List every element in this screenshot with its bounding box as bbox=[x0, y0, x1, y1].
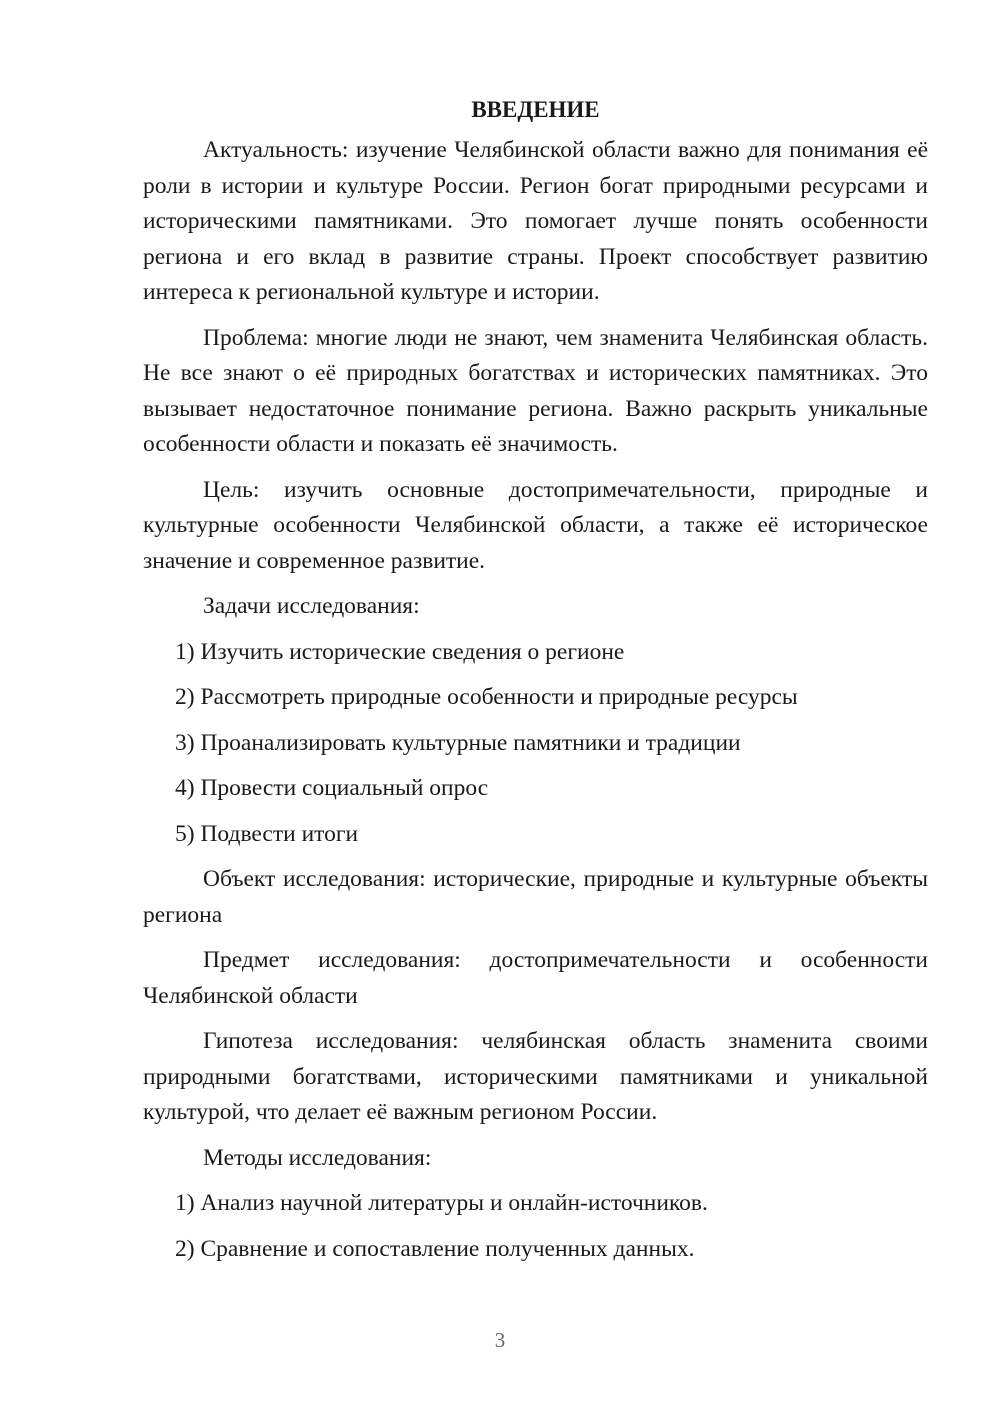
task-item: 5) Подвести итоги bbox=[175, 820, 359, 847]
method-item: 2) Сравнение и сопоставление полученных данных. bbox=[175, 1235, 695, 1262]
page-content bbox=[143, 92, 928, 1277]
problem-paragraph: Проблема: многие люди не знают, чем знаменита Челябинская область. Не все знают о её природных богатствах и исторических памятниках. Это вызывает недостаточное понимание региона. Важно раскрыть уникальные особенности области и показать её значимость. bbox=[143, 324, 928, 457]
subject-paragraph: Предмет исследования: достопримечательности и особенности Челябинской области bbox=[143, 947, 928, 1009]
hypothesis-paragraph: Гипотеза исследования: челябинская область знаменита своими природными богатствами, историческими памятниками и уникальной культурой, что делает её важным регионом России. bbox=[143, 1028, 928, 1125]
method-item: 1) Анализ научной литературы и онлайн-источников. bbox=[175, 1190, 708, 1216]
page-number: 3 bbox=[494, 1328, 506, 1352]
relevance-paragraph: Актуальность: изучение Челябинской области важно для понимания её роли в истории и культуре России. Регион богат природными ресурсами и историческими памятниками. Это помогает лучше понять особенности региона и его вклад в развитие страны. Проект способствует развитию интереса к региональной культуре и истории. bbox=[143, 137, 928, 305]
methods-title: Методы исследования: bbox=[203, 1144, 432, 1171]
task-item: 2) Рассмотреть природные особенности и природные ресурсы bbox=[175, 684, 798, 710]
tasks-title: Задачи исследования: bbox=[203, 593, 420, 619]
goal-paragraph: Цель: изучить основные достопримечательности, природные и культурные особенности Челябинской области, а также её историческое значение и современное развитие. bbox=[143, 476, 928, 574]
task-item: 1) Изучить исторические сведения о регионе bbox=[175, 638, 625, 665]
object-paragraph: Объект исследования: исторические, природные и культурные объекты региона bbox=[143, 866, 928, 928]
task-item: 4) Провести социальный опрос bbox=[175, 775, 489, 801]
page-title: ВВЕДЕНИЕ bbox=[471, 97, 600, 122]
task-item: 3) Проанализировать культурные памятники и традиции bbox=[175, 729, 741, 756]
